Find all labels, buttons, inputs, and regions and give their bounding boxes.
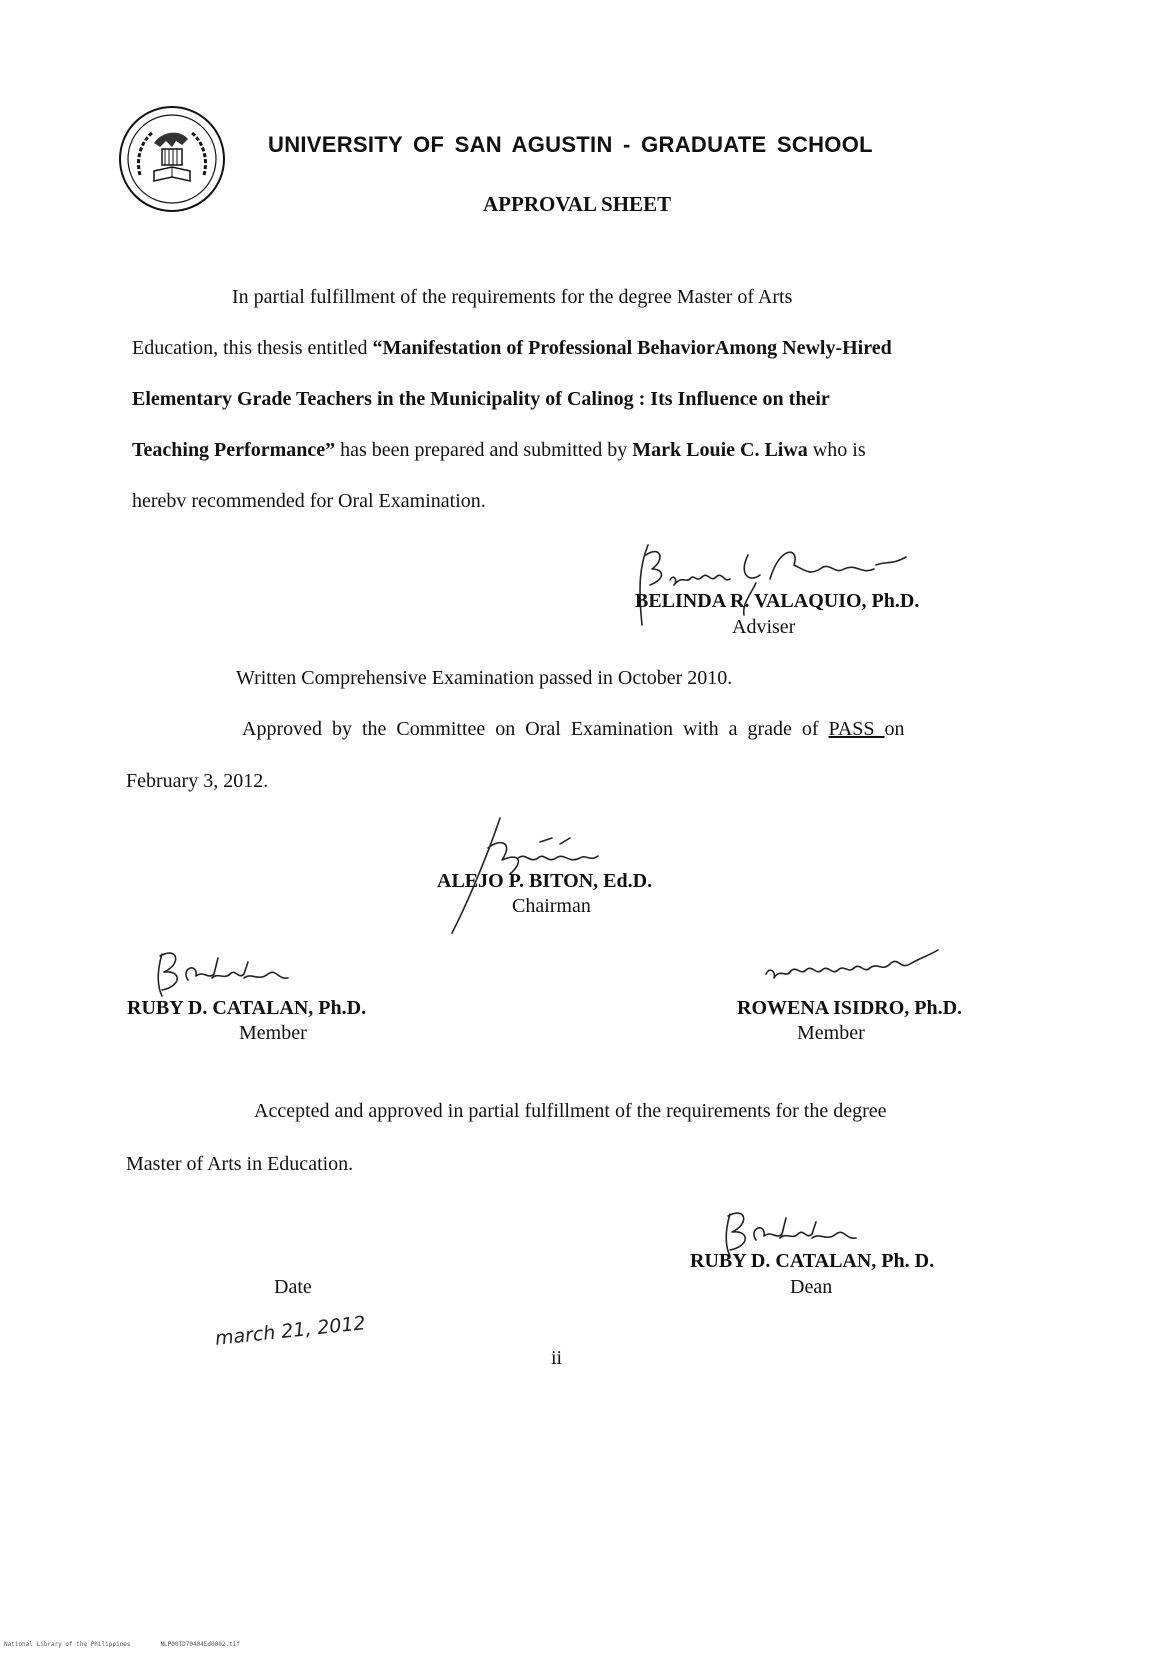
approved-text-end: on [884,718,905,740]
acceptance-line-1: Accepted and approved in partial fulfillment of the requirements for the degree [254,1100,887,1122]
handwritten-date: march 21, 2012 [214,1312,367,1350]
member-1-signature-icon [148,944,308,1004]
defense-date: February 3, 2012. [126,770,269,792]
member-2-role: Member [797,1022,865,1044]
chairman-name: ALEJO P. BITON, Ed.D. [437,870,653,892]
approved-by-committee [242,715,905,743]
adviser-name: BELINDA R. VALAQUIO, Ph.D. [635,590,920,612]
body-line-2 [132,334,892,362]
thesis-title-part-3: Teaching Performance” [132,439,336,461]
dean-name: RUBY D. CATALAN, Ph. D. [690,1250,935,1272]
body-line-1: In partial fulfillment of the requirements for the degree Master of Arts [232,286,793,308]
author-name: Mark Louie C. Liwa [632,439,808,461]
university-name: UNIVERSITY OF SAN AGUSTIN - GRADUATE SCHOOL [268,132,873,157]
body-line-5: herebv recommended for Oral Examination. [132,490,486,512]
document-title: APPROVAL SHEET [483,192,672,216]
grade-value: PASS [828,718,885,740]
date-label: Date [274,1276,312,1298]
acceptance-line-2: Master of Arts in Education. [126,1153,354,1175]
thesis-title-part-1: “Manifestation of Professional BehaviorAmong Newly-Hired [372,337,892,359]
body-line-3 [132,385,830,413]
submitted-by-text: has been prepared and submitted by [335,439,633,461]
body-line-4-end: who is [807,439,866,461]
chairman-role: Chairman [512,895,591,917]
footer-file: NLP00TD70404Ed0002.tif [160,1641,240,1648]
scan-footer [4,1641,270,1648]
footer-source: National Library of the Philippines [4,1641,131,1648]
written-exam-text: Written Comprehensive Examination passed in October 2010. [236,667,733,689]
thesis-title-part-2: Elementary Grade Teachers in the Municipality of Calinog : Its Influence on their [132,388,830,410]
member-2-name: ROWENA ISIDRO, Ph.D. [737,997,963,1019]
body-line-2-text: Education, this thesis entitled [132,337,373,359]
dean-role: Dean [790,1276,833,1298]
member-1-name: RUBY D. CATALAN, Ph.D. [127,997,367,1019]
university-seal-icon [118,105,226,213]
body-line-4 [132,436,866,464]
member-2-signature-icon [760,944,960,994]
page-number: ii [551,1347,563,1369]
approved-text: Approved by the Committee on Oral Examination with a grade of [242,718,829,740]
adviser-role: Adviser [732,616,796,638]
member-1-role: Member [239,1022,307,1044]
